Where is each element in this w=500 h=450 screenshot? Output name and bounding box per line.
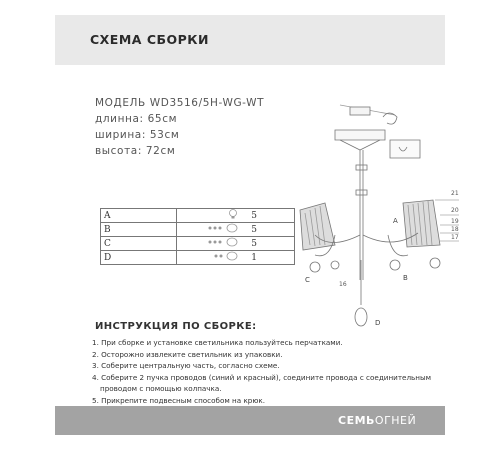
part-letter: D (101, 251, 177, 265)
callout-20: 20 (451, 207, 459, 214)
list-item: проводом с помощью колпачка. (100, 384, 222, 393)
list-item: 4. Соберите 2 пучка проводов (синий и красный), соедините провода с соединительным (92, 372, 432, 382)
chandelier-diagram (295, 95, 465, 335)
model-height: высота: 72см (95, 145, 176, 157)
part-qty: 5 (243, 209, 294, 223)
list-item: 3. Соберите центральную часть, согласно схеме. (92, 361, 280, 370)
crystal-chain-icon (177, 237, 243, 251)
callout-19: 19 (451, 218, 459, 225)
part-qty: 1 (243, 251, 294, 265)
part-qty: 5 (243, 237, 294, 251)
list-item: 2. Осторожно извлеките светильник из упаковки. (92, 349, 283, 359)
brand-logo (338, 414, 416, 427)
page-title: СХЕМА СБОРКИ (90, 32, 209, 47)
callout-17: 17 (451, 234, 459, 241)
bulb-icon (177, 209, 243, 223)
part-qty: 5 (243, 223, 294, 237)
model-name: МОДЕЛЬ WD3516/5H-WG-WT (95, 97, 265, 109)
callout-b: B (403, 274, 408, 282)
callout-c: C (305, 276, 310, 284)
model-width: ширина: 53см (95, 129, 180, 141)
table-row (101, 237, 295, 251)
list-item: 5. Прикрепите подвесным способом на крюк. (92, 395, 266, 405)
footer-bar (55, 406, 445, 435)
crystal-chain-icon (177, 223, 243, 237)
part-letter: B (101, 223, 177, 237)
brand-logo-bold: СЕМЬ (338, 414, 375, 427)
brand-logo-light: ОГНЕЙ (374, 414, 417, 427)
callout-18: 18 (451, 226, 459, 233)
callout-16: 16 (339, 281, 347, 288)
table-row (101, 251, 295, 265)
table-row (101, 223, 295, 237)
model-specs (95, 95, 264, 159)
callout-d: D (375, 319, 381, 327)
callout-21: 21 (451, 190, 459, 197)
callout-a: A (393, 217, 398, 225)
instructions-title: ИНСТРУКЦИЯ ПО СБОРКЕ: (95, 321, 257, 332)
part-letter: C (101, 237, 177, 251)
crystal-drop-icon (177, 251, 243, 265)
model-length: длинна: 65см (95, 113, 178, 125)
table-row (101, 209, 295, 223)
parts-table (100, 208, 295, 265)
assembly-sheet (55, 15, 459, 435)
header-bar (55, 15, 445, 65)
list-item: 1. При сборке и установке светильника пользуйтесь перчатками. (92, 338, 343, 347)
part-letter: A (101, 209, 177, 223)
